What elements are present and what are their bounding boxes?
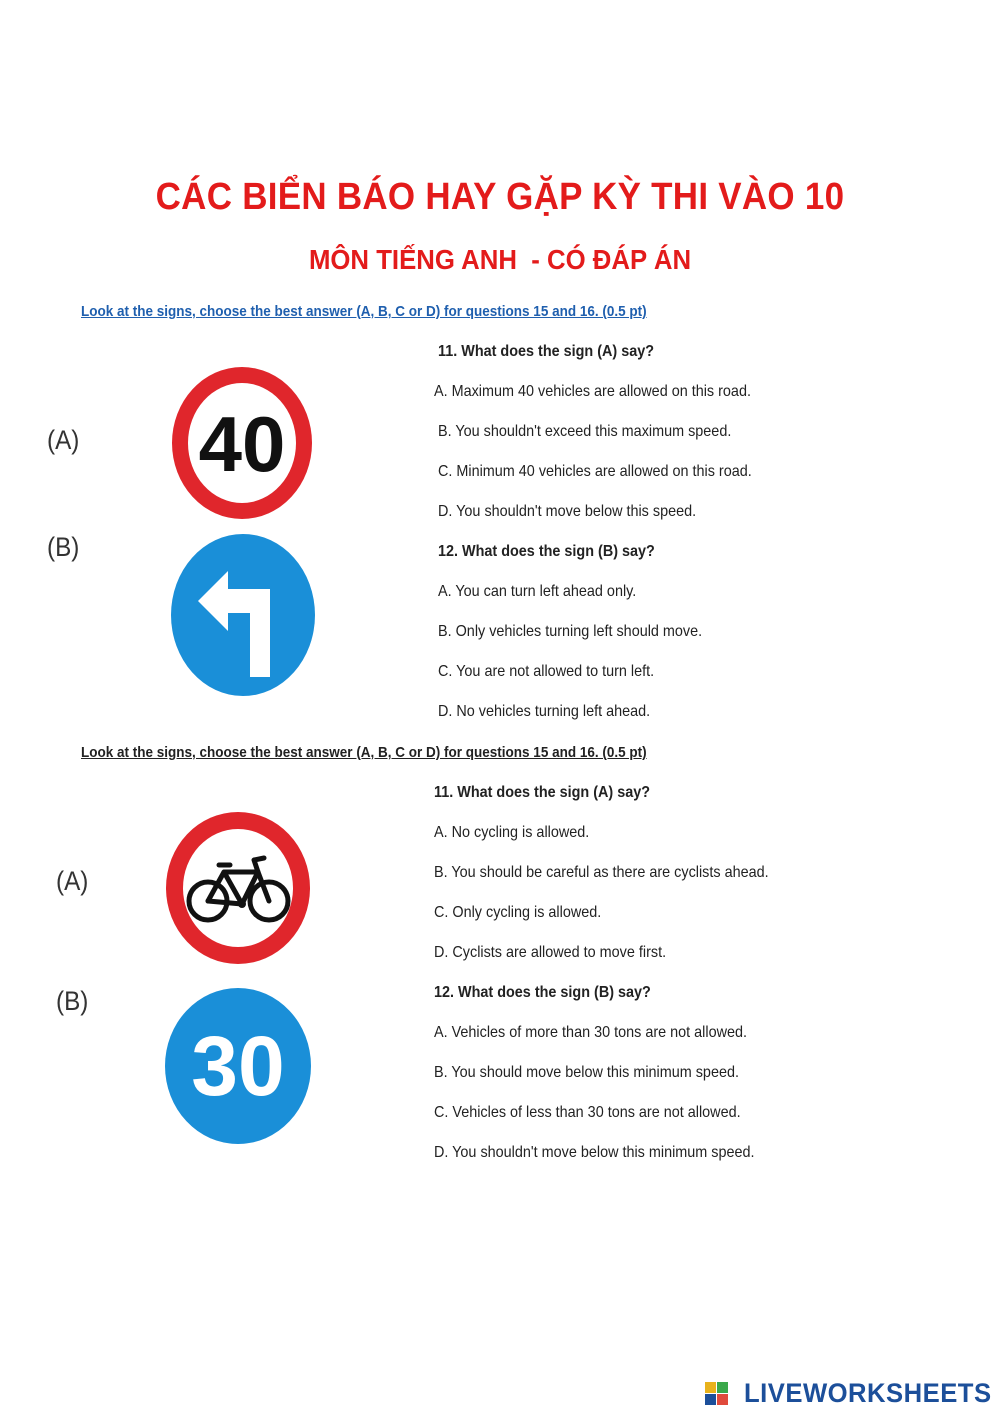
- question-12: 12. What does the sign (B) say?: [434, 984, 651, 1001]
- sign-30-text: 30: [191, 1019, 285, 1113]
- option-b[interactable]: B. Only vehicles turning left should move.: [438, 623, 703, 640]
- option-a[interactable]: A. No cycling is allowed.: [434, 824, 590, 841]
- turn-left-ahead-sign-icon: [168, 531, 318, 699]
- option-d[interactable]: D. No vehicles turning left ahead.: [438, 703, 651, 720]
- option-a[interactable]: A. Vehicles of more than 30 tons are not allowed.: [434, 1024, 747, 1041]
- section-1-instruction: Look at the signs, choose the best answer (A, B, C or D) for questions 15 and 16. (0.5 pt): [81, 303, 647, 320]
- question-11: 11. What does the sign (A) say?: [434, 784, 651, 801]
- sign-label-a: (A): [47, 425, 80, 455]
- no-cycling-sign-icon: [162, 808, 314, 968]
- option-a[interactable]: A. You can turn left ahead only.: [438, 583, 637, 600]
- sign-label-b: (B): [47, 532, 80, 562]
- option-d[interactable]: D. You shouldn't move below this speed.: [438, 503, 697, 520]
- option-c[interactable]: C. Minimum 40 vehicles are allowed on this road.: [438, 463, 752, 480]
- logo-text: LIVEWORKSHEETS: [744, 1378, 992, 1408]
- sign-40-text: 40: [198, 400, 286, 488]
- option-d[interactable]: D. You shouldn't move below this minimum speed.: [434, 1144, 755, 1161]
- section-2-instruction: Look at the signs, choose the best answer (A, B, C or D) for questions 15 and 16. (0.5 pt): [81, 744, 647, 761]
- question-11: 11. What does the sign (A) say?: [438, 343, 655, 360]
- option-c[interactable]: C. Only cycling is allowed.: [434, 904, 602, 921]
- question-12: 12. What does the sign (B) say?: [438, 543, 655, 560]
- minimum-speed-30-sign-icon: [162, 985, 314, 1147]
- liveworksheets-logo-icon: [705, 1382, 728, 1405]
- option-a[interactable]: A. Maximum 40 vehicles are allowed on this road.: [434, 383, 751, 400]
- option-d[interactable]: D. Cyclists are allowed to move first.: [434, 944, 667, 961]
- option-c[interactable]: C. Vehicles of less than 30 tons are not allowed.: [434, 1104, 741, 1121]
- liveworksheets-logo[interactable]: [705, 1378, 992, 1409]
- option-b[interactable]: B. You should be careful as there are cyclists ahead.: [434, 864, 769, 881]
- option-b[interactable]: B. You shouldn't exceed this maximum speed.: [438, 423, 732, 440]
- option-c[interactable]: C. You are not allowed to turn left.: [438, 663, 655, 680]
- sign-label-a: (A): [56, 866, 89, 896]
- page-title: CÁC BIỂN BÁO HAY GẶP KỲ THI VÀO 10: [155, 176, 845, 218]
- speed-limit-40-sign-icon: [168, 363, 316, 523]
- page-subtitle: MÔN TIẾNG ANH - CÓ ĐÁP ÁN: [308, 244, 692, 275]
- option-b[interactable]: B. You should move below this minimum speed.: [434, 1064, 739, 1081]
- sign-label-b: (B): [56, 986, 89, 1016]
